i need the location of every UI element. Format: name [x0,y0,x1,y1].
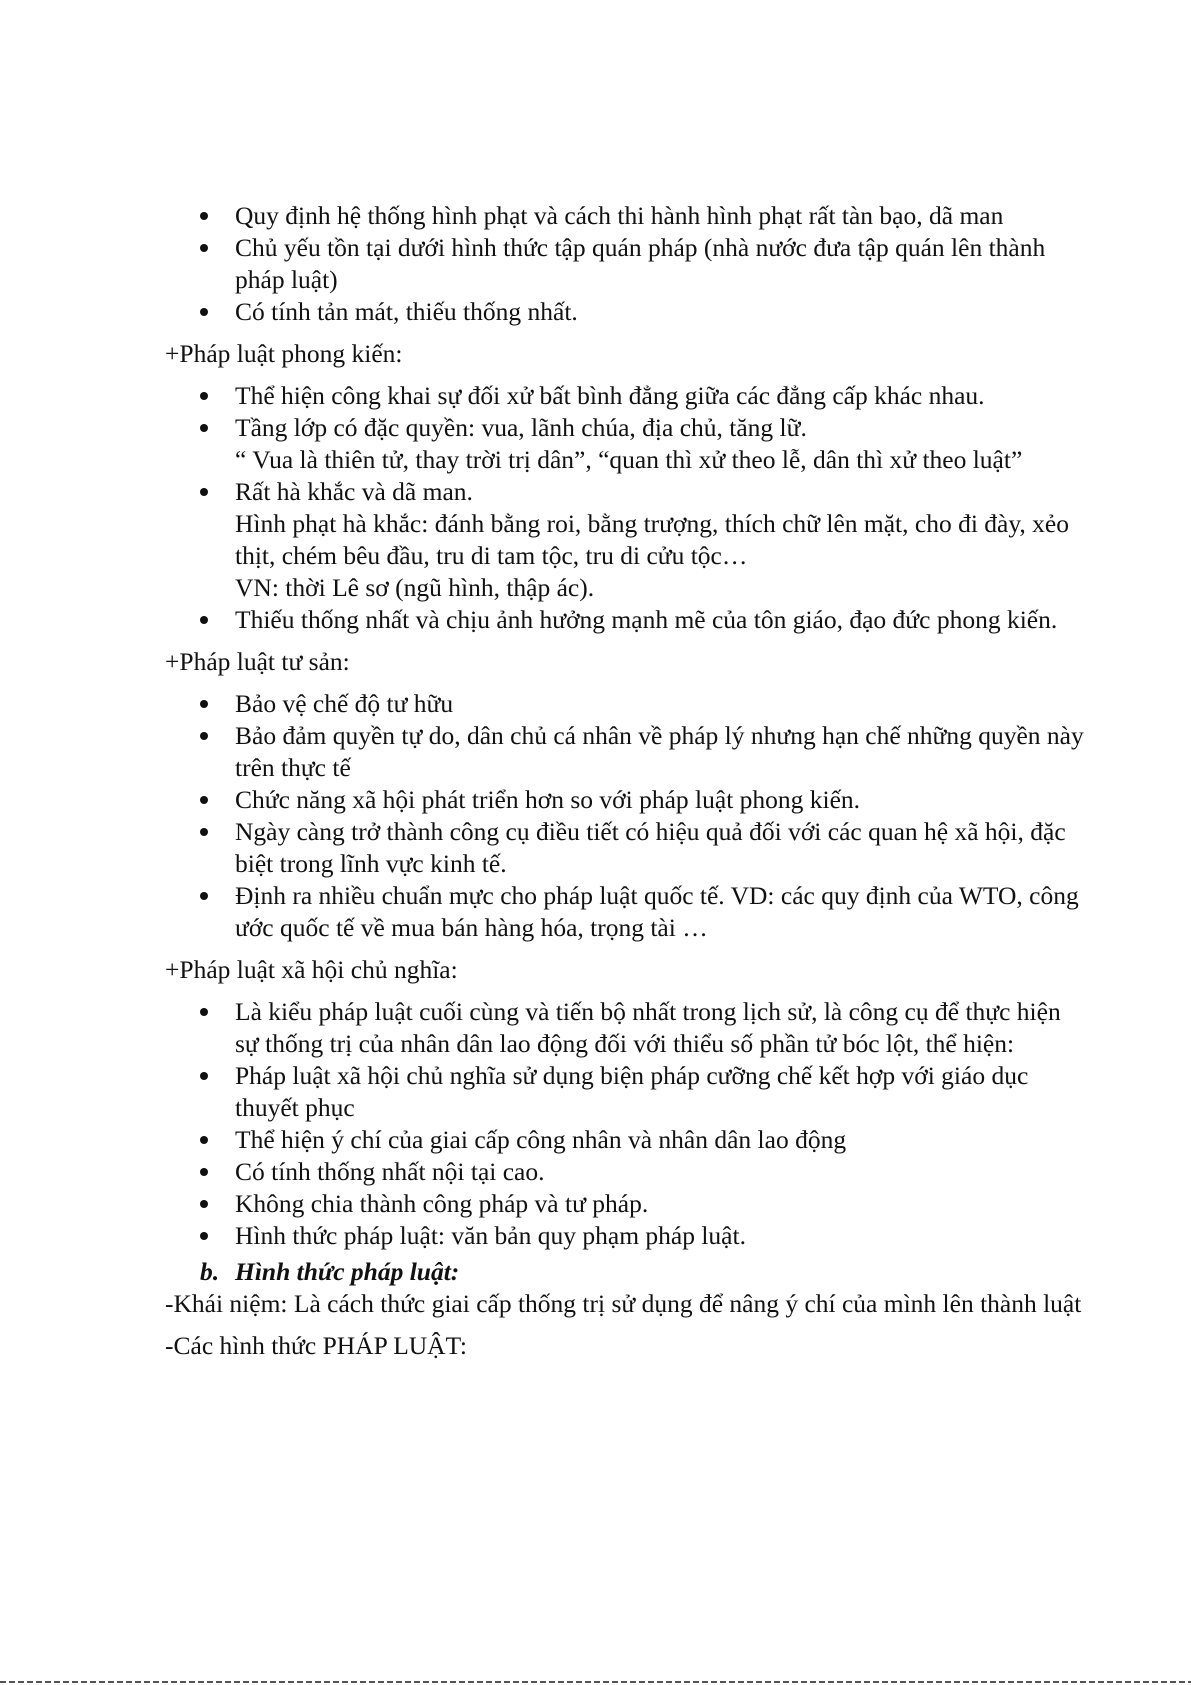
document-content [165,200,1090,1362]
quote-line: “ Vua là thiên tử, thay trời trị dân”, “quan thì xử theo lễ, dân thì xử theo luật” [235,445,1023,474]
list-bourgeois-law [165,688,1090,944]
bullet-icon [200,488,208,496]
list-feudal-law [165,380,1090,636]
heading-number: b. [200,1257,220,1286]
list-socialist-law [165,996,1090,1252]
bullet-icon [200,392,208,400]
concept-paragraph: -Khái niệm: Là cách thức giai cấp thống trị sử dụng để nâng ý chí của mình lên thành luật [165,1289,1082,1318]
list-item: Thiếu thống nhất và chịu ảnh hưởng mạnh mẽ của tôn giáo, đạo đức phong kiến. [165,604,1090,636]
list-item: Pháp luật xã hội chủ nghĩa sử dụng biện pháp cưỡng chế kết hợp với giáo dục thuyết phục [165,1060,1090,1124]
list-item: Rất hà khắc và dã man. Hình phạt hà khắc: đánh bằng roi, bằng trượng, thích chữ lên mặt, cho đi đày, xẻo thịt, chém bêu đầu, tru di tam tộc, tru di cửu tộc… VN: thời Lê sơ (ngũ hình, thập ác). [165,476,1090,604]
forms-paragraph: -Các hình thức PHÁP LUẬT: [165,1331,467,1360]
bullet-icon [200,244,208,252]
bullet-icon [200,828,208,836]
detail-line: Hình phạt hà khắc: đánh bằng roi, bằng trượng, thích chữ lên mặt, cho đi đày, xẻo thịt, chém bêu đầu, tru di tam tộc, tru di cửu tộc… [235,509,1070,570]
list-item: Bảo vệ chế độ tư hữu [165,688,1090,720]
list-item: Chức năng xã hội phát triển hơn so với pháp luật phong kiến. [165,784,1090,816]
bullet-icon [200,1200,208,1208]
list-slave-law [165,200,1090,328]
bullet-icon [200,892,208,900]
bullet-icon [200,1072,208,1080]
list-item: Không chia thành công pháp và tư pháp. [165,1188,1090,1220]
bullet-icon [200,732,208,740]
heading-legal-forms [165,1256,1090,1288]
list-item: Bảo đảm quyền tự do, dân chủ cá nhân về pháp lý nhưng hạn chế những quyền này trên thực tế [165,720,1090,784]
bullet-icon [200,616,208,624]
list-item: Có tính tản mát, thiếu thống nhất. [165,296,1090,328]
bullet-icon [200,1008,208,1016]
detail-line: VN: thời Lê sơ (ngũ hình, thập ác). [235,573,595,602]
bullet-icon [200,1232,208,1240]
heading-title: Hình thức pháp luật: [235,1257,460,1286]
list-item: Chủ yếu tồn tại dưới hình thức tập quán pháp (nhà nước đưa tập quán lên thành pháp luật) [165,232,1090,296]
bullet-icon [200,796,208,804]
section-socialist-law: +Pháp luật xã hội chủ nghĩa: [165,955,458,984]
list-item: Ngày càng trở thành công cụ điều tiết có hiệu quả đối với các quan hệ xã hội, đặc biệt trong lĩnh vực kinh tế. [165,816,1090,880]
bullet-icon [200,1136,208,1144]
section-bourgeois-law: +Pháp luật tư sản: [165,647,350,676]
bullet-icon [200,1168,208,1176]
list-item: Tầng lớp có đặc quyền: vua, lãnh chúa, địa chủ, tăng lữ. “ Vua là thiên tử, thay trời trị dân”, “quan thì xử theo lễ, dân thì xử theo luật” [165,412,1090,476]
list-item: Thể hiện ý chí của giai cấp công nhân và nhân dân lao động [165,1124,1090,1156]
list-item: Thể hiện công khai sự đối xử bất bình đẳng giữa các đẳng cấp khác nhau. [165,380,1090,412]
bullet-icon [200,308,208,316]
bullet-icon [200,424,208,432]
section-feudal-law: +Pháp luật phong kiến: [165,339,403,368]
bullet-icon [200,700,208,708]
page-bottom-divider [0,1681,1191,1683]
list-item: Định ra nhiều chuẩn mực cho pháp luật quốc tế. VD: các quy định của WTO, công ước quốc tế về mua bán hàng hóa, trọng tài … [165,880,1090,944]
list-item: Quy định hệ thống hình phạt và cách thi hành hình phạt rất tàn bạo, dã man [165,200,1090,232]
bullet-icon [200,212,208,220]
list-item: Có tính thống nhất nội tại cao. [165,1156,1090,1188]
list-item: Hình thức pháp luật: văn bản quy phạm pháp luật. [165,1220,1090,1252]
list-item: Là kiểu pháp luật cuối cùng và tiến bộ nhất trong lịch sử, là công cụ để thực hiện sự thống trị của nhân dân lao động đối với thiểu số phần tử bóc lột, thể hiện: [165,996,1090,1060]
